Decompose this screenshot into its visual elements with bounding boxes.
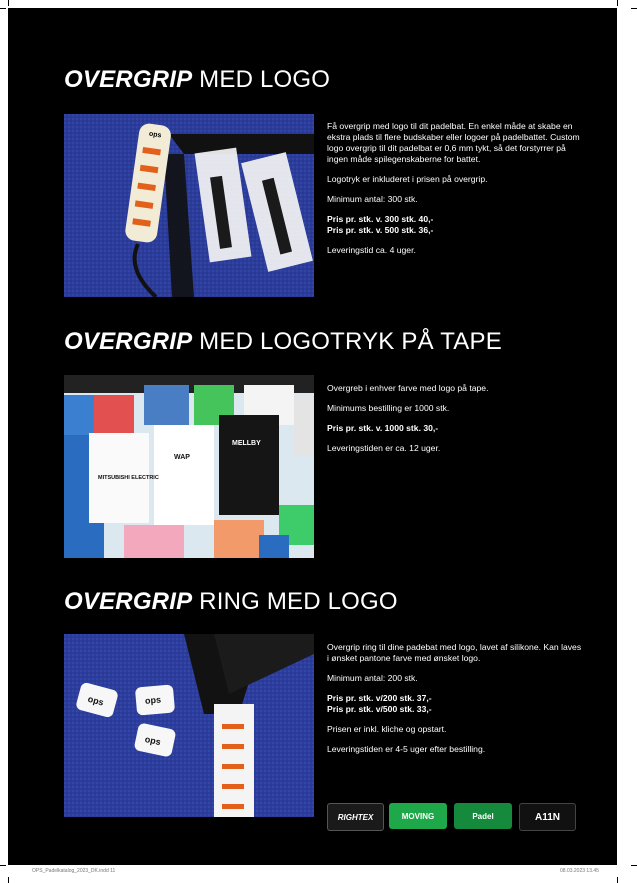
price-line: Pris pr. stk. v. 1000 stk. 30,- xyxy=(327,423,439,433)
ring-logo-examples xyxy=(327,803,585,829)
price-note: Prisen er inkl. kliche og opstart. xyxy=(327,724,447,734)
heading-bold: OVERGRIP xyxy=(64,328,193,355)
ring-logo-text: RIGHTEX xyxy=(337,812,374,822)
crop-mark xyxy=(631,865,637,866)
delivery-time: Leveringstid ca. 4 uger. xyxy=(327,245,416,255)
heading-rest: MED LOGOTRYK PÅ TAPE xyxy=(199,328,502,355)
print-slug-left: OPS_Padelkatalog_2023_DK.indd 11 xyxy=(32,868,116,874)
price-block xyxy=(327,423,585,434)
ring-rightex xyxy=(327,803,384,831)
print-slug-right: 08.03.2023 13.45 xyxy=(560,868,599,874)
price-block xyxy=(327,214,585,236)
ring-logo-text: Padel xyxy=(472,811,494,821)
ring-logo: ops xyxy=(143,734,162,748)
tape-logo: MITSUBISHI ELECTRIC xyxy=(98,475,159,481)
product-photo-overgrip xyxy=(64,114,314,297)
crop-mark xyxy=(631,8,637,9)
ring-logo-text: MOVING xyxy=(401,811,435,821)
crop-mark xyxy=(617,0,618,6)
description: Overgrip ring til dine padebat med logo, lavet af silikone. Kan laves i ønsket pantone farve med ønsket logo. xyxy=(327,642,582,663)
section-heading xyxy=(64,588,398,616)
ring-logo-text: A11N xyxy=(534,811,560,823)
price-line: Pris pr. stk. v. 300 stk. 40,- xyxy=(327,214,434,224)
minimum-quantity: Minimum antal: 200 stk. xyxy=(327,673,418,683)
section-text xyxy=(327,383,585,463)
ring-logo: ops xyxy=(86,693,105,708)
price-line: Pris pr. stk. v/500 stk. 33,- xyxy=(327,704,432,714)
section-heading xyxy=(64,328,502,356)
catalog-page xyxy=(8,8,617,865)
crop-mark xyxy=(617,877,618,883)
heading-bold: OVERGRIP xyxy=(64,66,193,93)
delivery-time: Leveringstiden er 4-5 uger efter bestilling. xyxy=(327,744,486,754)
price-line: Pris pr. stk. v. 500 stk. 36,- xyxy=(327,225,434,235)
tape-logo: WAP xyxy=(174,454,190,461)
ring-logo: ops xyxy=(144,694,162,706)
price-line: Pris pr. stk. v/200 stk. 37,- xyxy=(327,693,432,703)
section-text xyxy=(327,121,585,265)
crop-mark xyxy=(8,0,9,6)
minimum-quantity: Minimums bestilling er 1000 stk. xyxy=(327,403,450,413)
heading-rest: RING MED LOGO xyxy=(199,588,398,615)
section-heading xyxy=(64,66,330,94)
ring-padel xyxy=(454,803,512,829)
ring-moving xyxy=(389,803,447,829)
product-photo-tape xyxy=(64,375,314,558)
minimum-quantity: Minimum antal: 300 stk. xyxy=(327,194,418,204)
delivery-time: Leveringstiden er ca. 12 uger. xyxy=(327,443,441,453)
heading-rest: MED LOGO xyxy=(199,66,331,93)
product-photo-ring xyxy=(64,634,314,817)
grip-label: ops xyxy=(148,130,162,140)
heading-bold: OVERGRIP xyxy=(64,588,193,615)
crop-mark xyxy=(0,865,6,866)
ring-a11n xyxy=(519,803,576,831)
description: Få overgrip med logo til dit padelbat. En enkel måde at skabe en ekstra plads til flere budskaber eller logoer på padelbattet. Custom logo overgrip til dit padelbat er 0,6 mm tykt, så det forstyrrer på ingen måde spilegenskaberne for battet. xyxy=(327,121,580,164)
section-text xyxy=(327,642,585,764)
description: Overgreb i enhver farve med logo på tape. xyxy=(327,383,489,393)
price-block xyxy=(327,693,585,715)
crop-mark xyxy=(0,8,6,9)
crop-mark xyxy=(8,877,9,883)
logo-included: Logotryk er inkluderet i prisen på overgrip. xyxy=(327,174,488,184)
tape-logo: MELLBY xyxy=(232,440,261,447)
